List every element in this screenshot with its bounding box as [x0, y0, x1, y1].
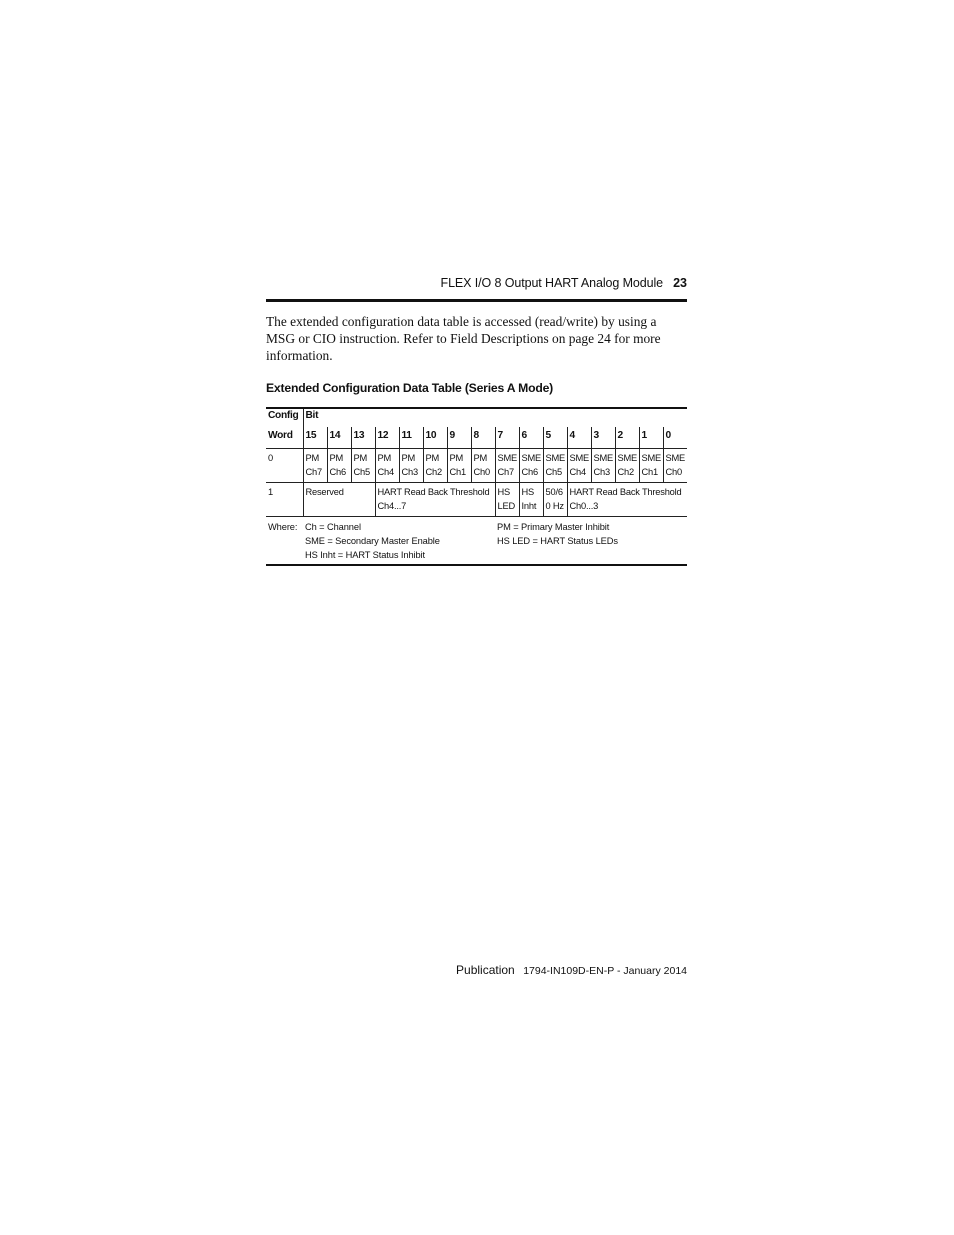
bit-number: 4	[567, 427, 591, 449]
config-header: Config	[266, 408, 303, 427]
page-footer	[456, 961, 687, 979]
bit-cell: PM Ch5	[351, 449, 375, 483]
header-title: FLEX I/O 8 Output HART Analog Module	[440, 276, 663, 290]
bit-cell: PM Ch3	[399, 449, 423, 483]
table-row-word-1	[266, 483, 687, 517]
footer-publication-label: Publication	[456, 963, 515, 977]
hart-threshold-low-cell: HART Read Back Threshold Ch0...3	[567, 483, 687, 517]
table-row-word-0	[266, 449, 687, 483]
intro-paragraph: The extended configuration data table is accessed (read/write) by using a MSG or CIO instruction. Refer to Field Descriptions on page 24 for more information.	[266, 314, 661, 363]
hart-threshold-high-cell: HART Read Back Threshold Ch4...7	[375, 483, 495, 517]
bit-number: 14	[327, 427, 351, 449]
hs-inht-cell: HS Inht	[519, 483, 543, 517]
bit-cell: SME Ch3	[591, 449, 615, 483]
bit-cell: PM Ch7	[303, 449, 327, 483]
config-data-table	[266, 407, 687, 566]
bit-cell: SME Ch4	[567, 449, 591, 483]
legend-left: Ch = Channel SME = Secondary Master Enable HS Inht = HART Status Inhibit	[303, 517, 495, 566]
bit-cell: PM Ch6	[327, 449, 351, 483]
bit-number: 2	[615, 427, 639, 449]
legend-right: PM = Primary Master Inhibit HS LED = HART Status LEDs	[495, 517, 687, 566]
bit-number: 5	[543, 427, 567, 449]
bit-cell: PM Ch2	[423, 449, 447, 483]
bit-cell: SME Ch0	[663, 449, 687, 483]
footer-publication-id: 1794-IN109D-EN-P - January 2014	[523, 965, 687, 977]
bit-number: 3	[591, 427, 615, 449]
bit-header: Bit	[303, 408, 687, 427]
legend-row	[266, 517, 687, 566]
bit-number: 6	[519, 427, 543, 449]
bit-number: 0	[663, 427, 687, 449]
bit-cell: SME Ch2	[615, 449, 639, 483]
bit-number: 15	[303, 427, 327, 449]
bit-number-row	[266, 427, 687, 449]
bit-cell: PM Ch1	[447, 449, 471, 483]
bit-number: 11	[399, 427, 423, 449]
bit-cell: SME Ch6	[519, 449, 543, 483]
bit-number: 10	[423, 427, 447, 449]
bit-cell: PM Ch0	[471, 449, 495, 483]
bit-number: 9	[447, 427, 471, 449]
bit-number: 1	[639, 427, 663, 449]
table-caption: Extended Configuration Data Table (Series A Mode)	[266, 381, 554, 395]
bit-cell: PM Ch4	[375, 449, 399, 483]
bit-number: 13	[351, 427, 375, 449]
reserved-cell: Reserved	[303, 483, 375, 517]
where-label: Where:	[266, 517, 303, 566]
word-header: Word	[266, 427, 303, 449]
page-number: 23	[673, 276, 687, 290]
page-header	[266, 276, 687, 302]
frequency-cell: 50/6 0 Hz	[543, 483, 567, 517]
bit-cell: SME Ch5	[543, 449, 567, 483]
word-number: 1	[266, 483, 303, 517]
bit-cell: SME Ch1	[639, 449, 663, 483]
bit-number: 7	[495, 427, 519, 449]
table-header-row	[266, 408, 687, 427]
bit-cell: SME Ch7	[495, 449, 519, 483]
bit-number: 12	[375, 427, 399, 449]
hs-led-cell: HS LED	[495, 483, 519, 517]
bit-number: 8	[471, 427, 495, 449]
word-number: 0	[266, 449, 303, 483]
